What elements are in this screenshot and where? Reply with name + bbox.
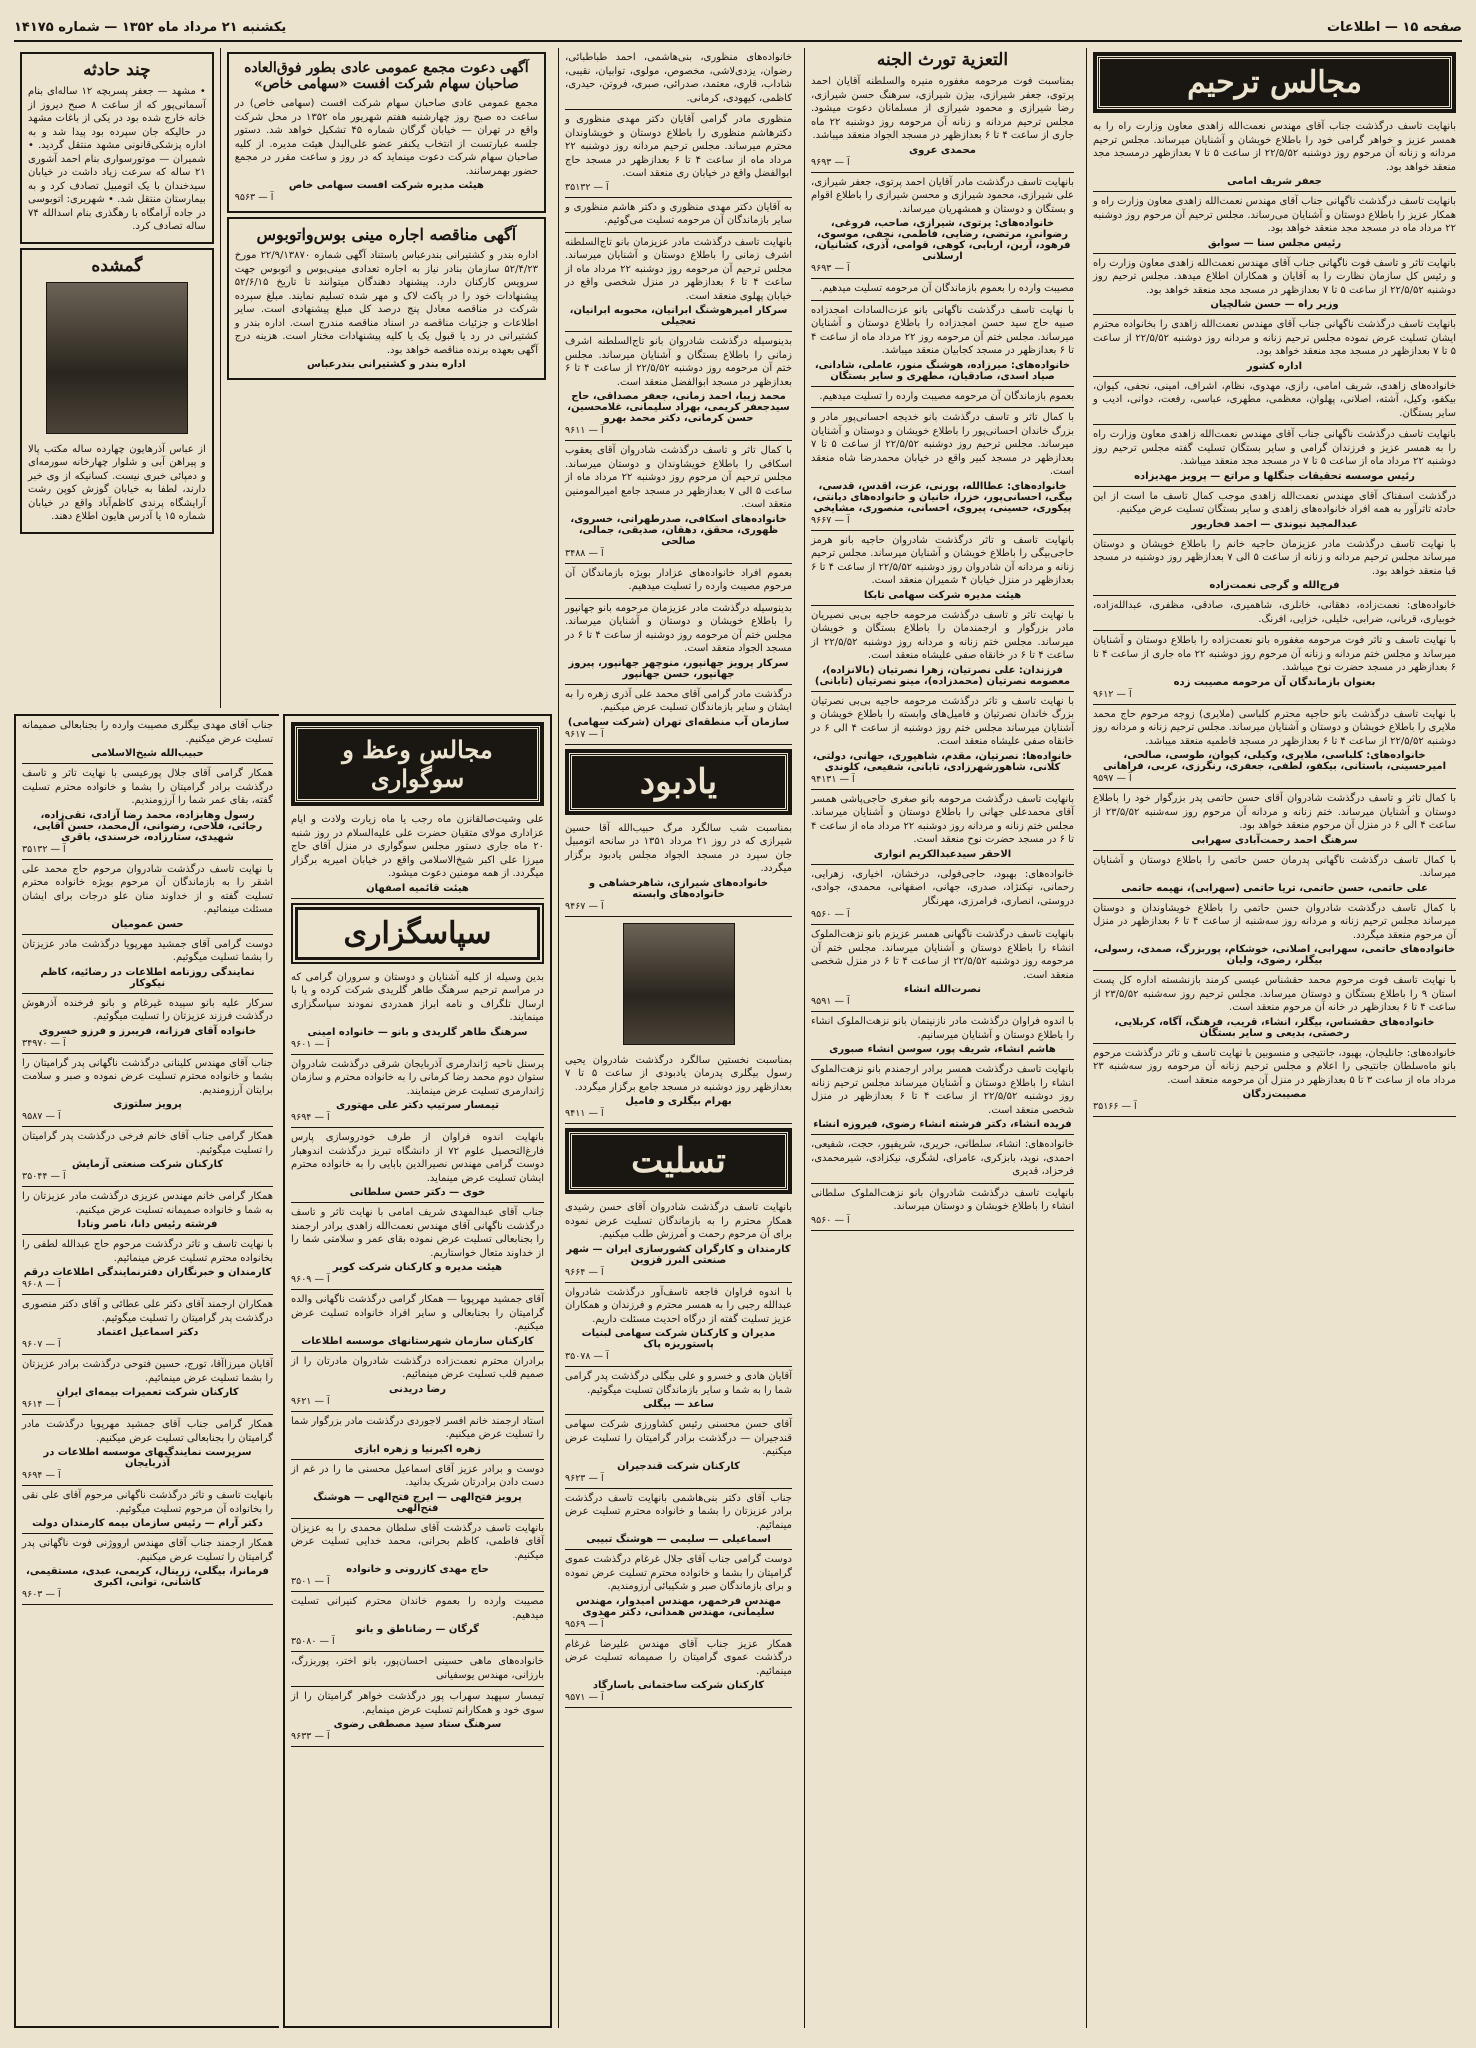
notice-text: بمناسبت فوت مرحومه مغفوره منیره والسلطنه آقایان احمد پرتوی، جعفر شیرازی، بیژن شیرازی، سرهنگ حسن شیرازی، رضا شیرازی و محمود شیرازی از مسلمانان دعوت میشود. مجلس ترحیم مردانه و زنانه آن مرحومه روز دوشنبه ۲۲ ماه جاری از ساعت ۴ تا ۶ بعدازظهر در مسجد الجواد منعقد میباشد. <box>811 76 1074 141</box>
column-notices <box>14 48 552 708</box>
notice-item <box>565 233 792 333</box>
notice-signature: زهره اکبرنیا و زهره ابازی <box>354 1443 481 1455</box>
notice-item <box>565 1550 792 1635</box>
notice-signature: خوی — دکتر حسن سلطانی <box>349 1187 486 1198</box>
notice-code: آ — ۹۵۶۰ <box>811 1214 850 1226</box>
notice-item <box>22 935 273 994</box>
notice-text: با نهایت تاسف و تاثر درگذشت مرحوم حاج عبدالله لطفی را بخانواده محترم تسلیت عرض مینمائیم. <box>22 1239 273 1264</box>
notice-text: همکار ارجمند جناب آقای مهندس ارووژنی فوت ناگهانی پدر گرامیتان را تسلیت عرض میکنیم. <box>22 1538 273 1563</box>
notice-text: خانواده‌های: انشاء، سلطانی، حریری، شریفپور، حجت، شفیعی، احمدی، نوید، بابزکری، عامرای، لشگری، نیکزادی، شیرمحمدی، فرحزاد، قدیری <box>811 1139 1074 1177</box>
notice-signature: پرویز سلتوزی <box>113 1099 182 1110</box>
notice-code: آ — ۹۶۰۹ <box>291 1274 330 1285</box>
notice-item <box>565 1051 792 1125</box>
notice-signature: کارکنان سازمان شهرستانهای موسسه اطلاعات <box>301 1335 534 1347</box>
notice-text: آقایان میرزاآقا، تورج، حسین فتوحی درگذشت برادر عزیزتان را بشما تسلیت عرض مینمائیم. <box>22 1359 273 1384</box>
notice-signature: اداره کشور <box>1246 360 1303 372</box>
portrait-photo <box>623 923 735 1045</box>
notice-text: بانهایت تاسف درگذشت مرحومه بانو صغری حاجی‌پاشی همسر آقای محمدعلی جهانی را باطلاع دوستان و آشنایان میرساند. مجلس ختم زنانه و مردانه روز دوشنبه ۲۲ مرداد ماه از ساعت ۴ تا ۶ در مسجد حضرت نوح منعقد است. <box>811 793 1075 845</box>
notice-text: سرکار علیه بانو سپیده غیرغام و بانو فرخنده آذرهوش درگذشت فرزند عزیزتان را تسلیت میگوئیم. <box>22 997 273 1022</box>
notice-item <box>565 685 792 745</box>
notice-item <box>565 1283 792 1368</box>
notice-item <box>291 1055 544 1129</box>
notice-item <box>291 1290 544 1352</box>
notice-signature: سرپرست نمایندگیهای موسسه اطلاعات در آذربایجان <box>43 1447 252 1469</box>
notice-item <box>291 810 544 899</box>
notice-title: آگهی دعوت مجمع عمومی عادی بطور فوق‌العاده صاحبان سهام شرکت افست «سهامی خاص» <box>244 60 529 92</box>
notice-signature: نمایندگی روزنامه اطلاعات در رضائیه، کاظم نیکوکار <box>40 966 255 989</box>
notice-signature: هیئت مدیره شرکت سهامی تابکا <box>863 589 1022 601</box>
notice-text: آقای جمشید مهرپویا — همکار گرامی درگذشت ناگهانی والده گرامیتان را بجنابعالی و سایر افراد خانواده تسلیت عرض میکنیم. <box>291 1294 544 1332</box>
notice-signature: هیئت مدیره و کارکنان شرکت کویر <box>332 1262 503 1273</box>
ads-list <box>565 48 792 745</box>
section-title: التعزیة تورث الجنه <box>876 50 1009 70</box>
notice-code: آ — ۹۵۶۰ <box>811 909 850 920</box>
notice-signature: محمد زیبا، احمد زمانی، جعفر مصداقی، حاج سیدجعفر کریمی، بهراد سلیمانی، غلامحسین، حسن کرمانی، دکتر محمد بهرو <box>567 391 790 424</box>
notice-item <box>811 1012 1074 1060</box>
notice-signature: دکتر آرام — رئیس سازمان بیمه کارمندان دولت <box>32 1518 263 1529</box>
notice-text: بانهایت تاسف درگذشت جناب آقای مهندس نعمت‌الله زاهدی معاون وزارت راه را به همسر عزیز و خواهر گرامی خود را باطلاع خویشان و آشنایان میرساند. مجلس ترحیم مردانه و زنانه آن مرحوم روز دوشنبه ۲۲/۵/۵۲ از ساعت ۵ تا ۷ بعدازظهر درمسجد مجد منعقد خواهد بود. <box>1093 121 1456 173</box>
notice-text: بدینوسیله درگذشت مادر عزیزمان مرحومه بانو جهانپور را باطلاع خویشان و دوستان و آشنایان میرساند. مجلس ختم آن مرحومه روز دوشنبه از ساعت ۴ تا ۶ در مسجد الجواد منعقد است. <box>565 602 792 654</box>
notice-item <box>22 1127 273 1187</box>
notice-signature: علی حاتمی، حسن حاتمی، تریا حاتمی (سهرابی)، نهیمه حاتمی <box>1121 882 1428 894</box>
notice-text: دوست گرامی آقای جمشید مهرپویا درگذشت مادر عزیزتان را بشما تسلیت میگوئیم. <box>22 938 273 963</box>
notice-text: همکار گرامی جناب آقای خانم فرخی درگذشت پدر گرامیتان را تسلیت میگوئیم. <box>22 1131 273 1156</box>
notice-text: بعموم بازماندگان آن مرحومه مصیبت وارده را تسلیت میدهیم. <box>819 390 1074 402</box>
notice-code: آ — ۹۵۹۷ <box>1093 773 1132 784</box>
notice-text: تیمسار سپهبد سهراب پور درگذشت خواهر گرامیتان را از سوی خود و همکارانم تسلیت عرض مینمایم. <box>291 1691 544 1716</box>
newspaper-page <box>14 14 1462 2034</box>
notice-item <box>565 198 792 233</box>
notice-text: استاد ارجمند خانم افسر لاجوردی درگذشت مادر بزرگوار شما را تسلیت عرض میکنیم. <box>291 1415 544 1440</box>
notice-item <box>565 1198 792 1283</box>
notice-text: همکار گرامی آقای جلال پورعیسی با نهایت تاثر و تاسف درگذشت برادر گرامیتان را بشما و خانواده محترم تسلیت گفته، بقای عمر شما را آرزومندیم. <box>22 768 273 806</box>
notice-item <box>811 606 1074 692</box>
notice-text: همکار عزیز جناب آقای مهندس علیرضا غرغام درگذشت عموی گرامیتان را صمیمانه تسلیت عرض مینمائیم. <box>565 1638 792 1677</box>
notice-item <box>22 1187 273 1235</box>
notice-item <box>291 1412 544 1460</box>
notice-text: با کمال تاثر و تاسف درگذشت بانو خدیجه احسانی‌پور مادر و بزرگ خاندان احسانی‌پور را باطلاع خویشان و دوستان و آشنایان میرساند. مجلس ترحیم روز دوشنبه ۲۲/۵/۵۲ از ساعت ۵ تا ۷ بعدازظهر در مسجد کبیر واقع در خیابان محمدرضا شاه منعقد است. <box>811 412 1075 477</box>
notice-code: آ — ۹۶۶۴ <box>565 1266 604 1278</box>
notice-item <box>291 1652 544 1687</box>
notice-text: مصیبت وارده را بعموم بازماندگان آن مرحومه تسلیت میدهیم. <box>819 283 1074 294</box>
notice-code: آ — ۹۶۱۴ <box>22 1399 61 1410</box>
notice-signature: مدیران و کارکنان شرکت سهامی لبنیات پاستوریزه پاک <box>581 1328 776 1350</box>
notice-text: خانواده‌های منظوری، بنی‌هاشمی، احمد طباطبائی، رضوان، یزدی‌لاشی، مخصوص، مولوی، توابیان، نقیبی، شاداب، قاری، معتمد، صدرائی، صبری، فروتن، حیدری، کاظمی، کیهودی، کرمانی. <box>565 52 792 104</box>
banner-yadbud: یادبود <box>569 753 788 811</box>
notice-signature: هاشم انشاء، شریف پور، سوسن انشاء صبوری <box>829 1044 1056 1055</box>
notice-item <box>1093 425 1456 487</box>
notice-item <box>291 1687 544 1747</box>
notice-signature: گرگان — رضاناطق و بانو <box>356 1624 479 1635</box>
notice-signature: فرشته رئیس دانا، ناصر ونادا <box>77 1219 218 1230</box>
notice-signature: سرهنگ ستاد سید مصطفی رضوی <box>333 1719 502 1730</box>
notice-item <box>811 531 1074 606</box>
notice-body: اداره بندر و کشتیرانی بندرعباس باستناد آگهی شماره ۲۲/۹/۱۳۸۷۰ مورخ ۵۲/۴/۲۳ سازمان بنادر نیاز به اجاره تعدادی مینی‌بوس و اتوبوس جهت سرویس کارکنان دارد. پیشنهاد دهندگان میتوانند تا تاریخ ۵۲/۶/۱۵ پیشنهادات خود را در پاکت لاک و مهر شده تسلیم نمایند. مبلغ سپرده شرکت در مناقصه معادل پنج درصد کل مبلغ پیشنهادی است. سایر اطلاعات و جزئیات مناقصه در اسناد مناقصه مندرج است. اداره بندر و کشتیرانی در رد یا قبول یک یا کلیه پیشنهادات مختار است. هزینه درج آگهی بعهده برنده مناقصه خواهد بود. <box>234 250 538 356</box>
notice-text: با نهایت تاسف درگذشت مادر عزیزمان حاجیه خانم را باطلاع خویشان و دوستان میرساند مجلس ترحیم مردانه و زنانه از ساعت ۵ الی ۷ بعدازظهر روز دوشنبه در مسجد قبا منعقد خواهد بود. <box>1093 538 1456 577</box>
notice-signature: خانواده‌های: پرتوی، شیرازی، صاحب، فروغی، رضوانی، مرتضی، رضایی، فاطمی، نجفی، موسوی، فرهود، آرین، اربابی، کوهی، قوامی، آذری، کشانیان، ارسلانی <box>814 218 1071 262</box>
notice-code: آ — ۹۵۹۱ <box>811 996 850 1007</box>
notice-text: بانهایت اندوه فراوان از طرف خودروسازی پارس فارغ‌التحصیل علوم ۷۲ از دانشگاه تبریز درگذشت اندوهبار دوست گرامی مهندس نصیرالدین بابایی را به خانواده محترم ایشان تسلیت عرض مینماید. <box>291 1132 544 1184</box>
notice-code: آ — ۳۵۱۳۲ <box>565 181 609 193</box>
ads-list <box>291 810 544 899</box>
notice-text: بانهایت تاسف درگذشت مادر آقایان احمد پرتوی، جعفر شیرازی، علی شیرازی، محمود شیرازی و محسن شیرازی را باطلاع اقوام و بستگان و دوستان و همشهریان میرساند. <box>811 176 1074 215</box>
notice-signature: خانواده آقای فرزانه، فریبرز و فرزو خسروی <box>38 1025 257 1037</box>
notice-title: آگهی مناقصه اجاره مینی بوس‌واتوبوس <box>256 225 517 244</box>
notice-sign: اداره بندر و کشتیرانی بندرعباس <box>307 359 466 370</box>
notice-signature: سرکار پرویز جهانپور، منوچهر جهانپور، پیروز جهانپور، حسن جهانپور <box>568 657 789 680</box>
notice-text: با نهایت تاسف و تاثر فوت مرحومه مغفوره بانو نعمت‌زاده را باطلاع دوستان و آشنایان میرساند و مجلس ختم مردانه و زنانه آن مرحوم روز دوشنبه ۲۲ ماه جاری از ساعت ۴ تا ۶ بعدازظهر در مسجد حضرت نوح میباشد. <box>1093 635 1456 673</box>
notice-item <box>22 1486 273 1534</box>
notice-text: با اندوه فراوان درگذشت مادر نازنینمان بانو نزهت‌الملوک انشاء را باطلاع دوستان و آشنایان میرسانیم. <box>811 1016 1074 1041</box>
notice-item <box>291 1128 544 1203</box>
notice-text: بانهایت تاسف درگذشت آقای سلطان محمدی را به عزیزان آقای فاطمی، کاظم بحرانی، محمد خدایی تسلیت عرض میکنیم. <box>291 1522 544 1561</box>
notice-item <box>1093 315 1456 377</box>
notice-signature: رئیس مجلس سنا — سوابق <box>1207 237 1342 249</box>
column-condolences <box>14 714 279 2028</box>
notice-signature: کارکنان شرکت صنعتی آزمایش <box>71 1159 224 1170</box>
notice-signature: رئیس موسسه تحقیقات جنگلها و مراتع — پرویز مهدیزاده <box>1134 470 1415 482</box>
notice-item <box>565 1367 792 1415</box>
lost-title: گمشده <box>91 255 143 276</box>
notice-item <box>22 716 273 764</box>
notice-signature: خانواده‌ها: نصرتیان، مقدم، شاهپوری، جهانی، دولتی، کلانی، شاهورشهرزادی، تابانی، شفیعی، کلوندی <box>812 750 1073 773</box>
notice-code: آ — ۳۵۰۴۴ <box>22 1171 66 1182</box>
notice-code: آ — ۳۵۰۷۸ <box>565 1351 609 1362</box>
notice-signature: وزیر راه — حسن شالچیان <box>1210 299 1339 310</box>
notice-text: جناب آقای عبدالمهدی شریف امامی با نهایت تاثر و تاسف درگذشت ناگهانی آقای مهندس نعمت‌الله زاهدی برادر ارجمند را بجنابعالی تسلیت عرض نموده بقای عمر و سلامتی شما را از خداوند متعال خواستاریم. <box>291 1207 544 1259</box>
notice-signature: خانواده‌های: کلباسی، ملایری، وکیلی، کیوان، طوسی، صالحی، امیرحسینی، باستانی، بیکفو، لطفی، جعفری، رنگرزی، عربی، فراهانی <box>1102 750 1447 772</box>
notice-signature: فریده انشاء، دکتر فرشته انشاء رضوی، فیروزه انشاء <box>813 1119 1072 1130</box>
notice-code: آ — ۹۶۹۳ <box>811 156 850 168</box>
notice-signature: خانواده‌های: میرزاده، هوشنگ منور، عاملی، شادانی، صیاد اسدی، صادقیان، مطهری و سایر بستگان <box>814 359 1071 382</box>
notice-code: آ — ۳۵۱۶۶ <box>1093 1101 1137 1112</box>
page-header-left: یکشنبه ۲۱ مرداد ماه ۱۳۵۲ — شماره ۱۴۱۷۵ <box>14 19 287 35</box>
notice-item <box>1093 899 1456 972</box>
column-vaaz-sepas <box>283 714 552 2028</box>
notice-text: با کمال تاثر و تاسف درگذشت شادروان آقای حسن حاتمی پدر بزرگوار خود را باطلاع دوستان و آشنایان میرساند. ختم زنانه و مردانه آن مرحوم روز سه‌شنبه ۲۳/۵/۵۲ از ساعت ۴ الی ۶ در منزل آن مرحوم منعقد خواهد بود. <box>1093 793 1456 831</box>
notice-text: بانهایت تاسف درگذشت ناگهانی جناب آقای مهندس نعمت‌الله زاهدی معاون وزارت راه و همکار عزیز را باطلاع دوستان و آشنایان می‌رساند. مجلس ترحیم آن مرحوم روز دوشنبه ۲۲ مرداد ماه در مسجد مجد منعقد خواهد بود. <box>1093 196 1456 234</box>
notice-code: آ — ۹۶۰۸ <box>22 1279 61 1290</box>
notice-text: بانهایت تاسف درگذشت شادروان بانو نزهت‌الملوک سلطانی انشاء را باطلاع خویشان و دوستان میرساند. <box>811 1187 1074 1212</box>
notice-item <box>565 48 792 110</box>
notice-text: با نهایت تاثر و تاسف درگذشت مرحومه حاجیه بی‌بی نصیریان مادر بزرگوار و ارجمندمان را باطلاع بستگان و خویشان میرساند. مجلس ختم زنانه و مردانه روز دوشنبه ۲۲/۵/۵۲ از ساعت ۴ تا ۶ در خانقاه صفی علیشاه منعقد است. <box>811 609 1074 661</box>
notice-item <box>22 1355 273 1415</box>
notice-text: مصیبت وارده را بعموم خاندان محترم کنیرانی تسلیت میدهیم. <box>291 1596 544 1621</box>
ads-list <box>565 819 792 917</box>
notice-text: خانواده‌های زاهدی، شریف امامی، رازی، مهدوی، نظام، اشراف، امینی، نجفی، کیوان، بیکفو، وکیل، آشته، اصلانی، پهلوان، معظمی، مطهری، عباسی، رفعت، دوانی، ادیب و سایر بستگان. <box>1093 380 1456 419</box>
column-tarhim-right <box>1086 48 1462 2028</box>
notice-signature: فرمانرا، بیگلی، زرینال، کریمی، عبدی، مستقیمی، کاشانی، توانی، اکبری <box>26 1566 269 1588</box>
banner-sepasgozari: سپاسگزاری <box>295 907 540 960</box>
notice-text: بمناسبت نخستین سالگرد درگذشت شادروان یحیی رسول بیگلری پدرمان یادبودی از ساعت ۵ تا ۷ بعدازظهر روز دوشنبه در مسجد جامع برگزار میگردد. <box>565 1054 792 1093</box>
news-body: • مشهد — جعفر پسربچه ۱۲ ساله‌ای بنام آسمانی‌پور که از ساعت ۸ صبح دیروز از خانه خارج شده بود در یکی از باغات مشهد در حالیکه جان سپرده بود پیدا شد و به اداره پزشکی‌قانونی مشهد منتقل گردید. • شمیران — موتورسواری بنام احمد آشوری ۲۱ ساله که سرعت زیاد داشت در خیابان سیدخندان با یک اتومبیل تصادف کرد و به بیمارستان منتقل شد. • شهریری: اتوبوسی در جاده آرامگاه با رهگذری بنام اسدالله ۷۴ ساله تصادف کرد. <box>28 86 206 232</box>
notice-code: آ — ۹۵۶۹ <box>565 1618 604 1630</box>
notice-item <box>565 110 792 198</box>
notice-code: آ — ۹۶۹۴ <box>22 1470 61 1481</box>
notice-signature: تیمسار سرتیپ دکتر علی مهتوری <box>336 1100 499 1111</box>
notice-text: بمناسبت شب سالگرد مرگ حبیب‌الله آقا حسین شیرازی که در روز ۲۱ مرداد ۱۳۵۱ در سانحه اتومبیل جان سپرد در مسجد الجواد مجلس یادبود برگزار میگردد. <box>565 822 792 874</box>
notice-signature: سرهنگ احمد رحمت‌آبادی سهرابی <box>1191 834 1358 846</box>
notice-code: آ — ۳۴۹۷۰ <box>22 1037 66 1049</box>
notice-text: با کمال تاسف درگذشت ناگهانی پدرمان حسن حاتمی را باطلاع دوستان و آشنایان میرساند. <box>1093 854 1456 879</box>
notice-code: آ — ۹۶۲۳ <box>565 1472 604 1484</box>
ads-list <box>22 716 273 1605</box>
notice-text: خانواده‌های: جانلیجان، بهبود، جانتیجی و منسوبین با نهایت تاسف و تاثر درگذشت مرحوم بانو ماه‌سلطان جانتیجی را اعلام و مجلس ترحیم زنانه آن مرحومه روز سه‌شنبه ۲۳ مرداد ماه از ساعت ۳ تا ۵ بعدازظهر در منزل آن مرحومه منعقد است. <box>1093 1047 1456 1086</box>
notice-text: همکار گرامی خانم مهندس عزیزی درگذشت مادر عزیزتان را به شما و خانواده صمیمانه تسلیت عرض میکنیم. <box>22 1191 273 1216</box>
notice-item <box>565 599 792 685</box>
notice-code: آ — ۳۵۱۳۲ <box>22 843 66 855</box>
notice-item <box>565 819 792 917</box>
notice-text: بانهایت تاسف درگذشت همسر برادر ارجمندم بانو نزهت‌الملوک انشاء را باطلاع دوستان و آشنایان میرساند مجلس ترحیم زنانه روز دوشنبه ۲۲/۵/۵۲ از ساعت ۴ تا ۶ بعدازظهر در منزل شخصی منعقد است. <box>811 1064 1075 1116</box>
ads-list <box>811 72 1074 1231</box>
notice-signature: سازمان آب منطقه‌ای تهران (شرکت سهامی) <box>567 716 790 728</box>
notice-item <box>22 764 273 860</box>
notice-text: جناب آقای مهدی بیگلری مصیبت وارده را بجنابعالی صمیمانه تسلیت عرض میکنیم. <box>22 720 273 745</box>
notice-code: آ — ۹۶۱۲ <box>1093 688 1132 700</box>
notice-text: علی وشیت‌صالقانزن ماه رجب یا ماه زیارت ولادت و ایام عزاداری مولای متقیان حضرت علی علیه‌السلام در روز شنبه ۲۰ ماه جاری دستور مجلس سوگواری در منزل آقای حاج میرزا علی اکبر شیخ‌الاسلامی واقع در خیابان امیریه برگزار میگردد. از همه مومنین دعوت میشود. <box>291 814 544 879</box>
notice-code: آ — ۳۵۰۱ <box>291 1576 330 1587</box>
notice-signature: حاج مهدی کازرونی و خانواده <box>346 1564 489 1575</box>
notice-text: آقای حسن محسنی رئیس کشاورزی شرکت سهامی قندجیران — درگذشت برادر گرامیتان را تسلیت عرض میکنیم. <box>565 1419 792 1457</box>
notice-text: به آقایان دکتر مهدی منظوری و دکتر هاشم منظوری و سایر بازماندگان آن مرحومه تسلیت می‌گوئیم. <box>565 201 792 226</box>
notice-item <box>565 1489 792 1551</box>
notice-signature: پرویز فتح‌الهی — ایرج فتح‌الهی — هوشنگ فتح‌الهی <box>313 1491 522 1514</box>
notice-text: بانهایت تاسف و تاثر درگذشت ناگهانی مرحوم آقای علی نقی را بخانواده آن مرحوم تسلیت میگوئیم. <box>22 1490 273 1515</box>
notice-item <box>1093 117 1456 192</box>
notice-signature: رسول وهابزاده، محمد رضا آزادی، تقی‌زاده، رجائی، فلاحی، رضوانی، آل‌محمد، حسن آقایی، شهیدی، ستارزاده، خرسندی، باقری <box>32 809 263 843</box>
notice-item <box>811 387 1074 409</box>
notice-text: همکار گرامی جناب آقای جمشید مهرپویا درگذشت مادر گرامیتان را بجنابعالی تسلیت عرض میکنیم. <box>22 1419 273 1444</box>
lost-body: از عباس آذرهایون چهارده ساله مکتب پالا و پیراهن آبی و شلوار چهارخانه سورمه‌ای و دمپائی خبری نیست. کسانیکه از وی خبر دارند، لطفا به خیابان گوزش کوپن رشت آرایشگاه پرندی کاظم‌آباد واقع در خیابان شماره ۱۵ یا آدرس هایون اطلاع دهند. <box>28 443 206 522</box>
notice-code: آ — ۹۴۶۷ <box>565 900 604 912</box>
notice-item <box>565 332 792 441</box>
notice-item <box>811 173 1074 280</box>
notice-signature: خانواده‌های اسکافی، صدرطهرانی، خسروی، ظهوری، محقق، دهقان، صدیقی، جمالی، صالحی <box>570 513 787 547</box>
notice-text: منظوری مادر گرامی آقایان دکتر مهدی منظوری و دکترهاشم منظوری را باطلاع دوستان و خویشاوندان محترم میرساند. مجلس ترحیم مردانه روز دوشنبه ۲۲ مرداد ماه از ساعت ۴ تا ۶ بعدازظهر در مسجد حاج ابوالفضل واقع در خیابان ری منعقد است. <box>565 114 792 179</box>
notice-text: درگذشت اسفناک آقای مهندس نعمت‌الله زاهدی موجب کمال تاسف ما است از این حادثه تاثرآور به همه افراد خانواده‌های زاهدی و سایر بستگان تسلیت عرض میکنیم. <box>1093 490 1456 515</box>
notice-text: پرسنل ناحیه ژاندارمری آذربایجان شرقی درگذشت شادروان ستوان دوم محمد رضا کرمانی را به خانواده محترم و سازمان ژاندارمری تسلیت عرض مینمایند. <box>291 1058 544 1097</box>
notice-text: با نهایت تاسف و تاثر درگذشت مرحومه حاجیه بی‌بی نصرتیان بزرگ خاندان نصرتیان و فامیل‌های وابسته را باطلاع خویشان و آشنایان میرساند مجلس ختم روز دوشنبه از ساعت ۴ الی ۶ در خانقاه صفی علیشاه منعقد است. <box>811 695 1074 747</box>
ads-list <box>1093 117 1456 1117</box>
notice-signature: هیئت قائمیه اصفهان <box>366 882 469 894</box>
notice-signature: کارمندان و کارگران کشورسازی ایران — شهر صنعتی البرز قزوین <box>566 1243 791 1266</box>
notice-item <box>291 968 544 1055</box>
notice-text: با نهایت تاسف فوت مرحوم محمد حقشناس عیسی کرمند بازنشسته اداره کل پست استان ۹ را باطلاع بستگان و دوستان میرساند. مجلس ترحیم روز سه‌شنبه ۲۳/۵/۵۲ از ساعت ۴ تا ۶ بعدازظهر در خانه آن مرحوم منعقد است. <box>1093 975 1456 1013</box>
notice-text: با نهایت تاسف درگذشت ناگهانی بانو عزت‌السادات امجدزاده صبیه حاج سید حسن امجدزاده را باطلاع دوستان و آشنایان میرساند. مجلس ختم آن مرحومه روز ۲۲ مرداد ماه از ساعت ۴ تا ۶ بعدازظهر در مسجد کجابیان منعقد میباشد. <box>811 304 1075 356</box>
ads-list <box>565 1198 792 1708</box>
notice-item <box>1093 851 1456 899</box>
notice-text: جناب آقای دکتر بنی‌هاشمی بانهایت تاسف درگذشت برادر عزیزتان را بشما و خانواده محترم تسلیت عرض مینمائیم. <box>565 1492 792 1531</box>
notice-text: خانواده‌های: بهبود، حاجی‌فولی، درخشان، اخیاری، زهرایی، رحمانی، نیکنژاد، صدری، جهانی، اصفهانی، محمدی، جوادی، دروستی، انصاری، فرامرزی، مهرنگار <box>811 868 1074 907</box>
notice-signature: مصیبت‌زدگان <box>1242 1089 1307 1100</box>
ads-list <box>565 1051 792 1125</box>
missing-child-photo <box>46 282 188 434</box>
notice-item <box>291 1352 544 1412</box>
notice-signature: جعفر شریف امامی <box>1227 176 1322 187</box>
notice-signature: حسن عمومیان <box>111 918 184 930</box>
notice-signature: بهرام بیگلری و فامیل <box>625 1096 732 1107</box>
banner-majales-vaaz: مجالس وعظ و سوگواری <box>295 726 540 802</box>
notice-text: بانهایت تاثر و تاسف فوت ناگهانی جناب آقای مهندس نعمت‌الله زاهدی معاون وزارت راه و رئیس کل سازمان نظارت را به آقایان و همکاران اطلاع میدهد. مجلس ترحیم روز دوشنبه ۲۲/۵/۵۲ از ساعت ۵ تا ۷ بعدازظهر در مسجد مجد منعقد خواهد بود. <box>1093 257 1456 296</box>
notice-code: آ — ۹۴۱۱ <box>565 1108 604 1119</box>
notice-text: خانواده‌های: نعمت‌زاده، دهقانی، خانلری، شاهمیری، صادقی، مظفری، عبدالله‌زاده، خوبیاری، قربانی، ضرابی، خلیلی، خزایی، افرنگ. <box>1093 600 1456 625</box>
notice-tender <box>227 217 546 380</box>
notice-item <box>1093 377 1456 426</box>
notice-item <box>811 925 1074 1012</box>
banner-taslit: تسلیت <box>569 1132 788 1190</box>
notice-code: آ — ۹۴۱۳۱ <box>811 773 855 785</box>
page-header <box>14 14 1462 42</box>
notice-text: بانهایت تاسف درگذشت ناگهانی همسر عزیزم بانو نزهت‌الملوک انشاء را باطلاع دوستان و آشنایان میرساند. مجلس ختم آن مرحومه روز دوشنبه ۲۲/۵/۵۲ از ساعت ۴ تا ۶ در منزل شخصی منعقد است. <box>811 929 1074 981</box>
notice-code: آ — ۹۵۸۷ <box>22 1111 61 1122</box>
notice-text: خانواده‌های ماهی حسینی احسان‌پور، بانو اختر، پوربزرگ، بارزانی، مهندس یوسفیانی <box>291 1656 544 1681</box>
notice-text: با نهایت تاسف درگذشت بانو حاجیه محترم کلباسی (ملایری) زوجه مرحوم حاج محمد ملایری را باطلاع خویشان و دوستان و آشنایان میرساند. مجلس ترحیم زنانه و مردانه روز دوشنبه ۲۲/۵/۵۲ از ساعت ۴ تا ۶ بعدازظهر در مسجد فاطمیه منعقد میباشد. <box>1093 708 1456 747</box>
notice-code: آ — ۹۶۶۷ <box>811 514 850 526</box>
column-tarhim-b <box>804 48 1080 2028</box>
notice-item <box>22 860 273 935</box>
notice-item <box>1093 705 1456 790</box>
notice-signature: خانواده‌های حاتمی، سهرابی، اصلانی، خوشکام، پوربزرگ، صمدی، رسولی، بیگلر، رضوی، ولیان <box>1093 944 1456 966</box>
notice-shareholders <box>227 52 546 213</box>
notice-signature: فرج‌الله و گرجی نعمت‌زاده <box>1209 580 1340 591</box>
notice-signature: کارکنان شرکت تعمیرات بیمه‌ای ایران <box>56 1387 239 1398</box>
notice-item <box>22 994 273 1054</box>
notice-item <box>811 865 1074 926</box>
notice-code: آ — ۹۶۲۱ <box>291 1395 330 1407</box>
notice-item <box>565 1635 792 1709</box>
notice-item <box>22 1295 273 1355</box>
notice-item <box>22 1235 273 1295</box>
notice-text: با اندوه فراوان فاجعه تاسف‌آور درگذشت شادروان عبدالله رجبی را به همسر محترم و فرزندان و همکاران عزیز تسلیت گفته از درگاه احدیت مسئلت داریم. <box>565 1286 792 1325</box>
notice-signature: الاحقر سیدعبدالکریم انواری <box>873 848 1012 860</box>
notice-code: آ — ۹۶۹۳ <box>811 263 850 274</box>
notice-signature: رضا دریدنی <box>389 1383 446 1395</box>
notice-signature: محمدی عروی <box>909 144 976 156</box>
notice-item <box>811 692 1074 790</box>
notice-text: با کمال تاثر و تاسف درگذشت شادروان آقای یعقوب اسکافی را باطلاع خویشاوندان و دوستان میرساند. مجلس ترحیم آن مرحوم روز دوشنبه ۲۲ مرداد ماه از ساعت ۵ الی ۷ بعدازظهر در مسجد جامع امیرالمومنین منعقد است. <box>565 445 793 510</box>
notice-code: آ — ۳۴۸۸ <box>565 547 604 559</box>
notice-item <box>291 1519 544 1593</box>
notice-text: جناب آقای مهندس کلینانی درگذشت ناگهانی پدر گرامیتان را بشما و خانواده محترم تسلیت عرض نموده و صبر و سلامت برایتان آرزومندیم. <box>22 1057 273 1096</box>
notice-item <box>291 1203 544 1290</box>
notice-signature: بعنوان بازماندگان آن مرحومه مصیبت زده <box>1173 676 1376 688</box>
page-header-right: صفحه ۱۵ — اطلاعات <box>1326 19 1462 35</box>
notice-item <box>291 1460 544 1519</box>
notice-signature: خانواده‌های حقشناس، بیگلر، انشاء، قریب، فرهنگ، آگاه، کربلایی، رخصتی، بدیعی و سایر بستگان <box>1114 1016 1435 1039</box>
notice-signature: فرزندان: علی نصرتیان، زهرا نصرتیان (بالانزاده)، معصومه نصرتیان (محمدزاده)، مینو نصرتیان (تابانی) <box>814 664 1071 687</box>
notice-body: مجمع عمومی عادی صاحبان سهام شرکت افست (سهامی خاص) در ساعت ده صبح روز چهارشنبه هفتم شهریور ماه ۱۳۵۲ در محل شرکت واقع در تهران — خیابان گرگان شماره ۴۵ تشکیل خواهد شد. دستور جلسه عبارتست از انتخاب یکنفر عضو علی‌البدل هیئت مدیره. از کلیه صاحبان سهام شرکت دعوت مینماید که در روز و ساعت مقرر در مجمع حضور بهمرسانند. <box>234 98 538 177</box>
notice-code: آ — ۹۶۰۷ <box>22 1339 61 1350</box>
notice-item <box>1093 254 1456 316</box>
notice-text: بانهایت تاسف درگذشت ناگهانی جناب آقای مهندس نعمت‌الله زاهدی معاون وزارت راه را به همسر عزیز و فرزندان گرامی و سایر بستگان تسلیت گفته مجلس ترحیم روز دوشنبه ۲۲ مرداد ماه از ساعت ۵ تا ۷ در مسجد مجد منعقد میباشد. <box>1093 429 1456 467</box>
notice-signature: کارکنان شرکت ساختمانی باسارگاد <box>592 1680 765 1691</box>
banner-majales-tarhim: مجالس ترحیم <box>1097 56 1452 109</box>
news-title: چند حادثه <box>83 60 151 80</box>
ads-list <box>291 968 544 1748</box>
notice-item <box>565 564 792 599</box>
notice-signature: اسماعیلی — سلیمی — هوشنگ تبیبی <box>586 1534 771 1545</box>
notice-text: بانهایت تاسف درگذشت ناگهانی جناب آقای مهندس نعمت‌الله زاهدی را بخانواده محترم ایشان تسلیت عرض نموده مجلس ترحیم زنانه و مردانه روز دوشنبه ۲۲/۵/۵۲ از ساعت ۵ تا ۷ بعدازظهر در مسجد مجد منعقد خواهد بود. <box>1093 319 1456 357</box>
notice-signature: خانواده‌های: عطاالله، پورنی، عزت، اقدس، قدسی، بیگی، احسانی‌پور، خزرا، خانیان و خانواده‌های دیانتی، پیکوری، حسینی، پیروی، احسانی، منصوری، مشایخی <box>812 480 1073 514</box>
notice-text: برادران محترم نعمت‌زاده درگذشت شادروان مادرتان را از صمیم قلب تسلیت عرض مینمائیم. <box>291 1355 544 1380</box>
notice-code: آ — ۹۵۶۳ <box>234 192 274 203</box>
notice-text: با کمال تاسف درگذشت شادروان حسن حاتمی را باطلاع خویشاوندان و دوستان میرساند مجلس ترحیم زنانه و مردانه روز سه‌شنبه از ساعت ۴ تا ۶ بعدازظهر در منزل آن مرحوم منعقد میگردد. <box>1093 902 1456 941</box>
notice-text: بانهایت تاسف و تاثر درگذشت شادروان حاجیه بانو هرمز حاجی‌بیگی را باطلاع خویشان و آشنایان میرساند. مجلس ترحیم زنانه و مردانه آن شادروان روز دوشنبه ۲۲/۵/۵۲ از ساعت ۴ تا ۶ بعدازظهر در منزل خیابان ۴ شمیران منعقد است. <box>811 534 1074 586</box>
notice-signature: کارکنان شرکت قندجیران <box>617 1460 740 1472</box>
notice-item <box>811 279 1074 301</box>
yadbud-box <box>565 749 792 815</box>
notice-text: بانهایت تاسف درگذشت مادر عزیزمان بانو تاج‌السلطنه اشرف زمانی را باطلاع دوستان و آشنایان میرساند. مجلس ترحیم آن مرحومه روز دوشنبه ۲۲ مرداد ماه از ساعت ۴ تا ۶ بعدازظهر در منزل شخصی واقع در خیابان پهلوی منعقد است. <box>565 236 793 302</box>
notice-item <box>22 1054 273 1128</box>
notice-sign: هیئت مدیره شرکت افست سهامی خاص <box>288 180 484 191</box>
notice-item <box>811 72 1074 173</box>
notice-signature: سرهنگ طاهر گلریدی و بانو — خانواده امینی <box>307 1026 528 1038</box>
notice-text: بعموم افراد خانواده‌های عزادار بویژه بازماندگان آن مرحوم مصیبت وارده را تسلیت میدهیم. <box>565 567 792 592</box>
notice-item <box>1093 535 1456 597</box>
notice-signature: عبدالمجید نیوندی — احمد فخاریور <box>1191 518 1358 530</box>
notice-signature: حبیب‌الله شیخ‌الاسلامی <box>91 748 204 759</box>
notice-code: آ — ۹۵۷۱ <box>565 1692 604 1703</box>
notice-signature: ساعد — بیگلی <box>642 1399 714 1410</box>
notice-signature: مهندس فرخمهر، مهندس امیدوار، مهندس سلیمانی، مهندس همدانی، دکتر مهدوی <box>575 1595 782 1618</box>
notice-item <box>811 1135 1074 1184</box>
notice-item <box>1093 631 1456 705</box>
notice-item <box>1093 487 1456 535</box>
notice-text: بدینوسیله درگذشت شادروان بانو تاج‌السلطنه اشرف زمانی را باطلاع بستگان و آشنایان میرساند. مجلس ختم آن مرحومه روز دوشنبه ۲۲/۵/۵۲ از ساعت ۴ تا ۶ بعدازظهر در مسجد ابوالفضل منعقد است. <box>565 336 793 388</box>
notice-text: آقایان هادی و خسرو و علی بیگلی درگذشت پدر گرامی شما را به شما و سایر بازماندگان تسلیت میگوئیم. <box>565 1371 792 1396</box>
notice-item <box>1093 192 1456 254</box>
notice-item <box>811 1184 1074 1231</box>
notice-code: آ — ۳۵۰۸۰ <box>291 1636 335 1647</box>
notice-text: با نهایت تاسف درگذشت شادروان مرحوم حاج محمد علی اشقر را به بازماندگان آن مرحوم بویژه خانواده محترم تسلیت گفته و از خداوند منان علو درجات برای ایشان مسئلت مینمائیم. <box>22 863 273 915</box>
notice-text: درگذشت مادر گرامی آقای محمد علی آذری زهره را به ایشان و سایر بازماندگان تسلیت عرض میکنیم. <box>565 688 792 713</box>
notice-signature: دکتر اسماعیل اعتماد <box>96 1327 199 1338</box>
column-tarhim-c <box>558 48 798 2028</box>
news-box <box>20 52 214 244</box>
notice-item <box>22 1534 273 1605</box>
notice-item <box>811 1060 1074 1135</box>
notice-code: آ — ۹۶۱۱ <box>565 425 604 436</box>
notice-item <box>1093 789 1456 851</box>
notice-item <box>1093 971 1456 1044</box>
notice-text: همکاران ارجمند آقای دکتر علی عطائی و آقای دکتر منصوری درگذشت پدر گرامیتان را تسلیت میگوئیم. <box>22 1299 273 1324</box>
notice-signature: خانواده‌های شیرازی، شاهرخشاهی و خانواده‌های وابسته <box>588 877 769 900</box>
notice-code: آ — ۹۶۹۴ <box>291 1112 330 1123</box>
notice-code: آ — ۹۶۱۷ <box>565 728 604 740</box>
notice-item <box>565 441 792 564</box>
notice-item <box>22 1415 273 1486</box>
notice-item <box>811 790 1074 865</box>
notice-item <box>811 301 1074 387</box>
notice-text: بانهایت تاسف درگذشت شادروان آقای حسن رشیدی همکار محترم را به بازماندگان تسلیت عرض نموده برای آن مرحوم رحمت و آمرزش طلب میکنیم. <box>565 1202 792 1240</box>
notice-item <box>1093 1044 1456 1118</box>
notice-signature: نصرت‌الله انشاء <box>904 984 981 995</box>
notice-item <box>811 408 1074 531</box>
notice-code: آ — ۹۶۰۱ <box>291 1038 330 1050</box>
notice-code: آ — ۹۶۰۳ <box>22 1589 61 1600</box>
notice-item <box>1093 596 1456 631</box>
notice-text: دوست و برادر عزیز آقای اسماعیل محسنی ما را در غم از دست دادن برادرتان شریک بدانید. <box>291 1463 544 1488</box>
notice-text: دوست گرامی جناب آقای جلال غرغام درگذشت عموی گرامیتان را بشما و خانواده محترم تسلیت عرض نموده و برای بازماندگان صبر و شکیبائی آرزومندیم. <box>565 1554 792 1592</box>
notice-item <box>565 1415 792 1489</box>
lost-box <box>20 248 214 534</box>
notice-text: بدین وسیله از کلیه آشنایان و دوستان و سروران گرامی که در مراسم ترحیم سرهنگ طاهر گلریدی شرکت کرده و یا با ارسال تلگراف و نامه ابراز همدردی نمودند سپاسگزاری مینمایند. <box>291 971 544 1023</box>
notice-item <box>291 1592 544 1652</box>
notice-signature: کارمندان و خبرنگاران دفترنمایندگی اطلاعات درقم <box>23 1267 272 1278</box>
notice-signature: سرکار امیرهوشنگ ابرانیان، محبوبه ابرانیان، تعجیلی <box>569 305 788 327</box>
notice-code: آ — ۹۶۳۳ <box>291 1731 330 1742</box>
